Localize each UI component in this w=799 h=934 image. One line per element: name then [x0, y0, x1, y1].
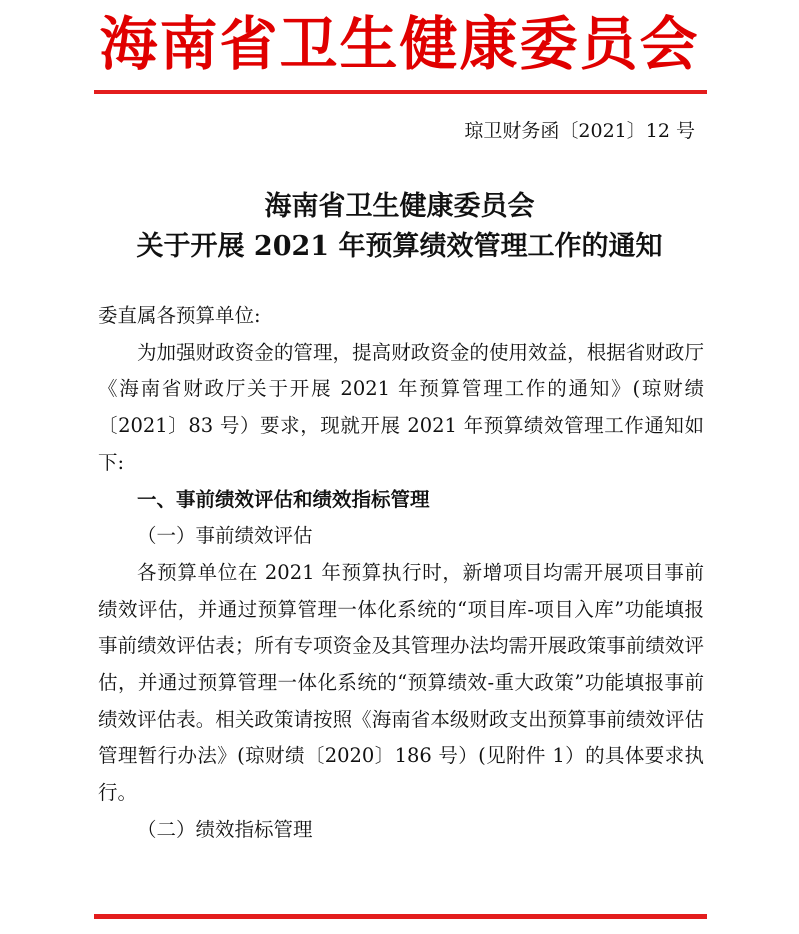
letterhead-org-name: 海南省卫生健康委员会	[99, 10, 700, 78]
section-1-heading: 一、事前绩效评估和绩效指标管理	[137, 487, 430, 511]
document-body	[98, 298, 704, 849]
letterhead-red-rule-top	[94, 90, 707, 94]
subsection-2-heading: （二）绩效指标管理	[137, 817, 313, 841]
subsection-1-paragraph: 各预算单位在 2021 年预算执行时，新增项目均需开展项目事前绩效评估，并通过预算管理一体化系统的“项目库-项目入库”功能填报事前绩效评估表；所有专项资金及其管理办法均需开展政策事前绩效评估，并通过预算管理一体化系统的“预算绩效-重大政策”功能填报事前绩效评估表。相关政策请按照《海南省本级财政支出预算事前绩效评估管理暂行办法》(琼财绩〔2020〕186 号）(见附件 1）的具体要求执行。	[98, 560, 704, 805]
salutation: 委直属各预算单位:	[98, 304, 261, 327]
document-number: 琼卫财务函〔2021〕12 号	[464, 120, 695, 142]
subsection-1-heading: （一）事前绩效评估	[137, 524, 313, 548]
document-title-line-2: 关于开展 2021 年预算绩效管理工作的通知	[136, 231, 663, 262]
document-title-line-1: 海南省卫生健康委员会	[264, 191, 535, 222]
footer-red-rule	[94, 914, 707, 919]
intro-paragraph: 为加强财政资金的管理，提高财政资金的使用效益，根据省财政厅《海南省财政厅关于开展 2021 年预算管理工作的通知》(琼财绩〔2021〕83 号）要求，现就开展 2021 年预算绩效管理工作通知如下:	[98, 340, 704, 474]
